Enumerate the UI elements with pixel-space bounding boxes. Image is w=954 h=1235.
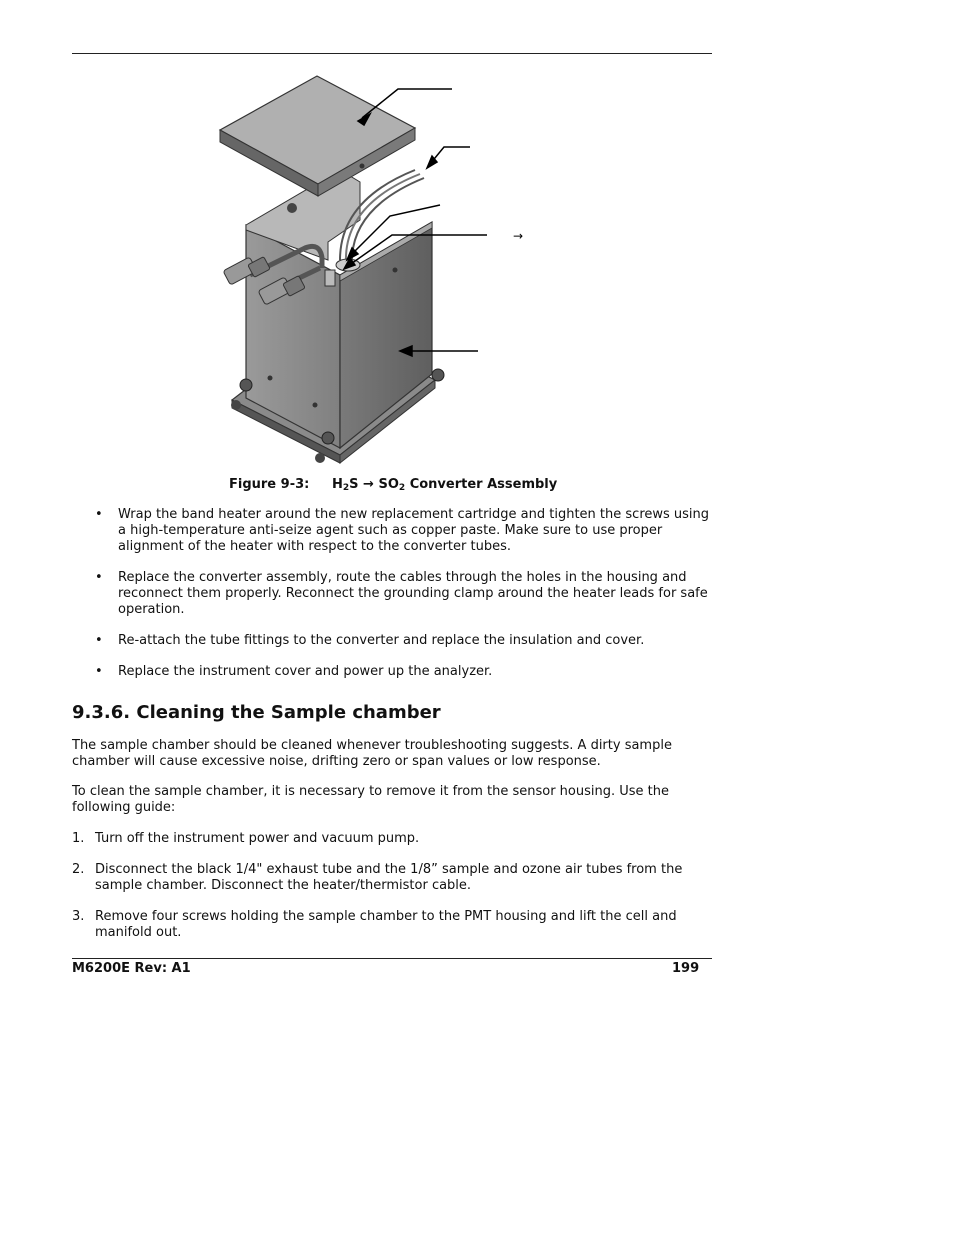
caption-h: H bbox=[331, 477, 343, 492]
paragraph: To clean the sample chamber, it is necessary to remove it from the sensor housing. Use the following guide: bbox=[72, 784, 669, 815]
page-number: 199 bbox=[672, 961, 700, 976]
figure-caption bbox=[229, 477, 557, 493]
callout-arrow-glyph: → bbox=[513, 229, 524, 243]
step-text: Remove four screws holding the sample chamber to the PMT housing and lift the cell and manifold out. bbox=[95, 909, 677, 940]
list-item bbox=[72, 831, 712, 847]
list-item: • Replace the instrument cover and power up the analyzer. bbox=[72, 664, 712, 680]
bullet-list bbox=[72, 507, 712, 695]
paragraph: The sample chamber should be cleaned whenever troubleshooting suggests. A dirty sample chamber will cause excessive noise, drifting zero or span values or low response. bbox=[72, 738, 672, 769]
converter-assembly-illustration bbox=[210, 70, 540, 470]
caption-sub: 2 bbox=[398, 483, 406, 493]
list-item bbox=[72, 909, 712, 941]
step-number: 3. bbox=[72, 909, 85, 924]
list-item bbox=[72, 862, 712, 894]
footer-rule bbox=[72, 958, 712, 959]
footer-doc-id: M6200E Rev: A1 bbox=[72, 961, 191, 976]
header-rule bbox=[72, 53, 712, 54]
step-number: 1. bbox=[72, 831, 85, 846]
numbered-list bbox=[72, 831, 712, 956]
section-heading: 9.3.6. Cleaning the Sample chamber bbox=[72, 702, 441, 723]
top-cover bbox=[220, 76, 415, 196]
caption-sub: 2 bbox=[342, 483, 350, 493]
step-text: Disconnect the black 1/4" exhaust tube and the 1/8” sample and ozone air tubes from the sample chamber. Disconnect the heater/thermistor cable. bbox=[95, 862, 683, 893]
step-number: 2. bbox=[72, 862, 85, 877]
caption-so: SO bbox=[378, 477, 399, 492]
list-item: • Wrap the band heater around the new replacement cartridge and tighten the screws using a high-temperature anti-seize agent such as copper paste. Make sure to use proper alignment of the heater with respect to the converter tubes. bbox=[72, 507, 712, 555]
caption-arrow: → bbox=[363, 477, 374, 492]
caption-label: Figure 9-3: bbox=[229, 477, 310, 492]
caption-s: S bbox=[349, 477, 359, 492]
list-item: • Re-attach the tube fittings to the converter and replace the insulation and cover. bbox=[72, 633, 712, 649]
list-item: • Replace the converter assembly, route the cables through the holes in the housing and reconnect them properly. Reconnect the grounding clamp around the heater leads for safe operation. bbox=[72, 570, 712, 618]
step-text: Turn off the instrument power and vacuum pump. bbox=[95, 831, 420, 846]
caption-rest: Converter Assembly bbox=[409, 477, 558, 492]
